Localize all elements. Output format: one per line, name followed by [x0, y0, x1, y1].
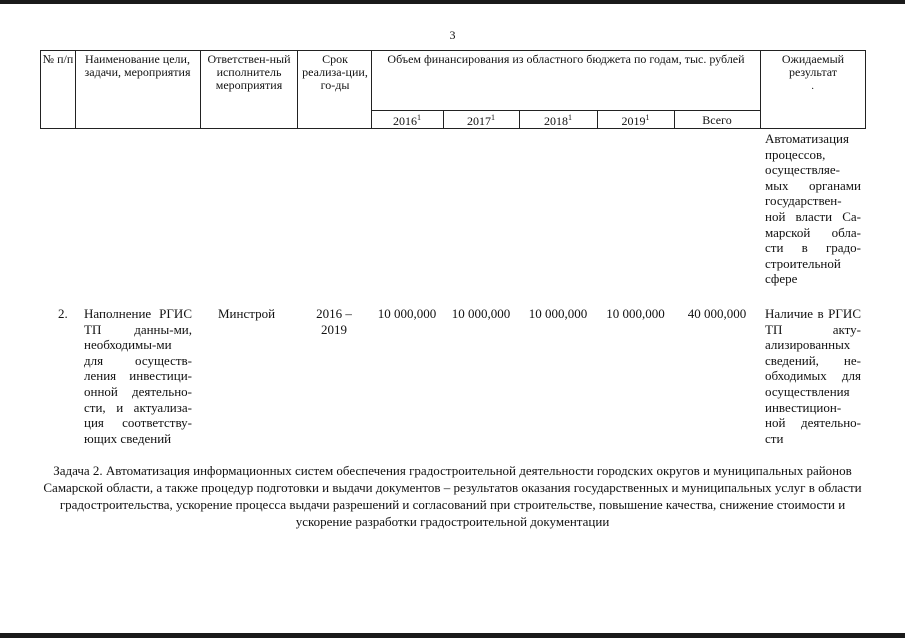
row-term-start: 2016 – [316, 306, 352, 321]
year-total: Всего [702, 113, 732, 127]
value-2018: 10 000,000 [528, 306, 588, 321]
header-result-mark: · [811, 84, 815, 95]
carryover-result: Автоматизация процессов, осуществляе-мых органами государствен-ной власти Са-марской обла-сти в градо-строительной сфере [765, 131, 861, 287]
year-2017: 2017$^1$ [467, 113, 495, 128]
bottom-border [0, 633, 905, 638]
value-2016: 10 000,000 [377, 306, 437, 321]
year-2019: 2019$^1$ [621, 113, 650, 128]
row-name: Наполнение РГИС ТП данны-ми, необходимы-ми для осуществ-ления инвестици-онной деятельно-сти, и актуализа-ция соответству-ющих сведений [84, 306, 192, 446]
header-result: Ожидаемый результат [781, 52, 845, 79]
table-top-line [40, 50, 866, 51]
header-name: Наименование цели, задачи, мероприятия [84, 52, 191, 79]
col-divider [75, 50, 76, 128]
header-financing: Объем финансирования из областного бюджета по годам, тыс. рублей [387, 52, 745, 66]
header-num: № п/п [42, 52, 74, 66]
top-border [0, 0, 905, 4]
col-divider [865, 50, 866, 128]
header-term: Срок реализа-ции, го-ды [302, 52, 368, 92]
year-2016: 2016$^1$ [393, 113, 421, 128]
row-result: Наличие в РГИС ТП акту-ализированных сведений, не-обходимых для осуществления инвестицион-ной деятельно-сти [765, 306, 861, 446]
year-row-top-line [371, 110, 760, 111]
task-2-text: Задача 2. Автоматизация информационных систем обеспечения градостроительной деятельности городских округов и муниципальных районов Самарской области, а также процедур подготовки и выдачи документов – результатов оказания государственных и муниципальных услуг в области градостроительства, ускорение процесса выдачи разрешений и согласований при строительстве, повышение качества, снижение стоимости и ускорение разработки градостроительной документации [43, 463, 862, 529]
page-number: 3 [449, 28, 456, 42]
col-divider [760, 50, 761, 128]
value-2017: 10 000,000 [451, 306, 511, 321]
row-term [298, 306, 370, 337]
col-divider [297, 50, 298, 128]
row-number: 2. [58, 306, 68, 321]
value-2019: 10 000,000 [606, 306, 665, 321]
row-term-end: 2019 [321, 321, 347, 337]
value-total: 40 000,000 [687, 306, 747, 321]
header-executor: Ответствен-ный исполнитель мероприятия [207, 52, 291, 92]
year-2018: 2018$^1$ [544, 113, 572, 128]
col-divider [200, 50, 201, 128]
row-executor: Минстрой [218, 306, 276, 321]
